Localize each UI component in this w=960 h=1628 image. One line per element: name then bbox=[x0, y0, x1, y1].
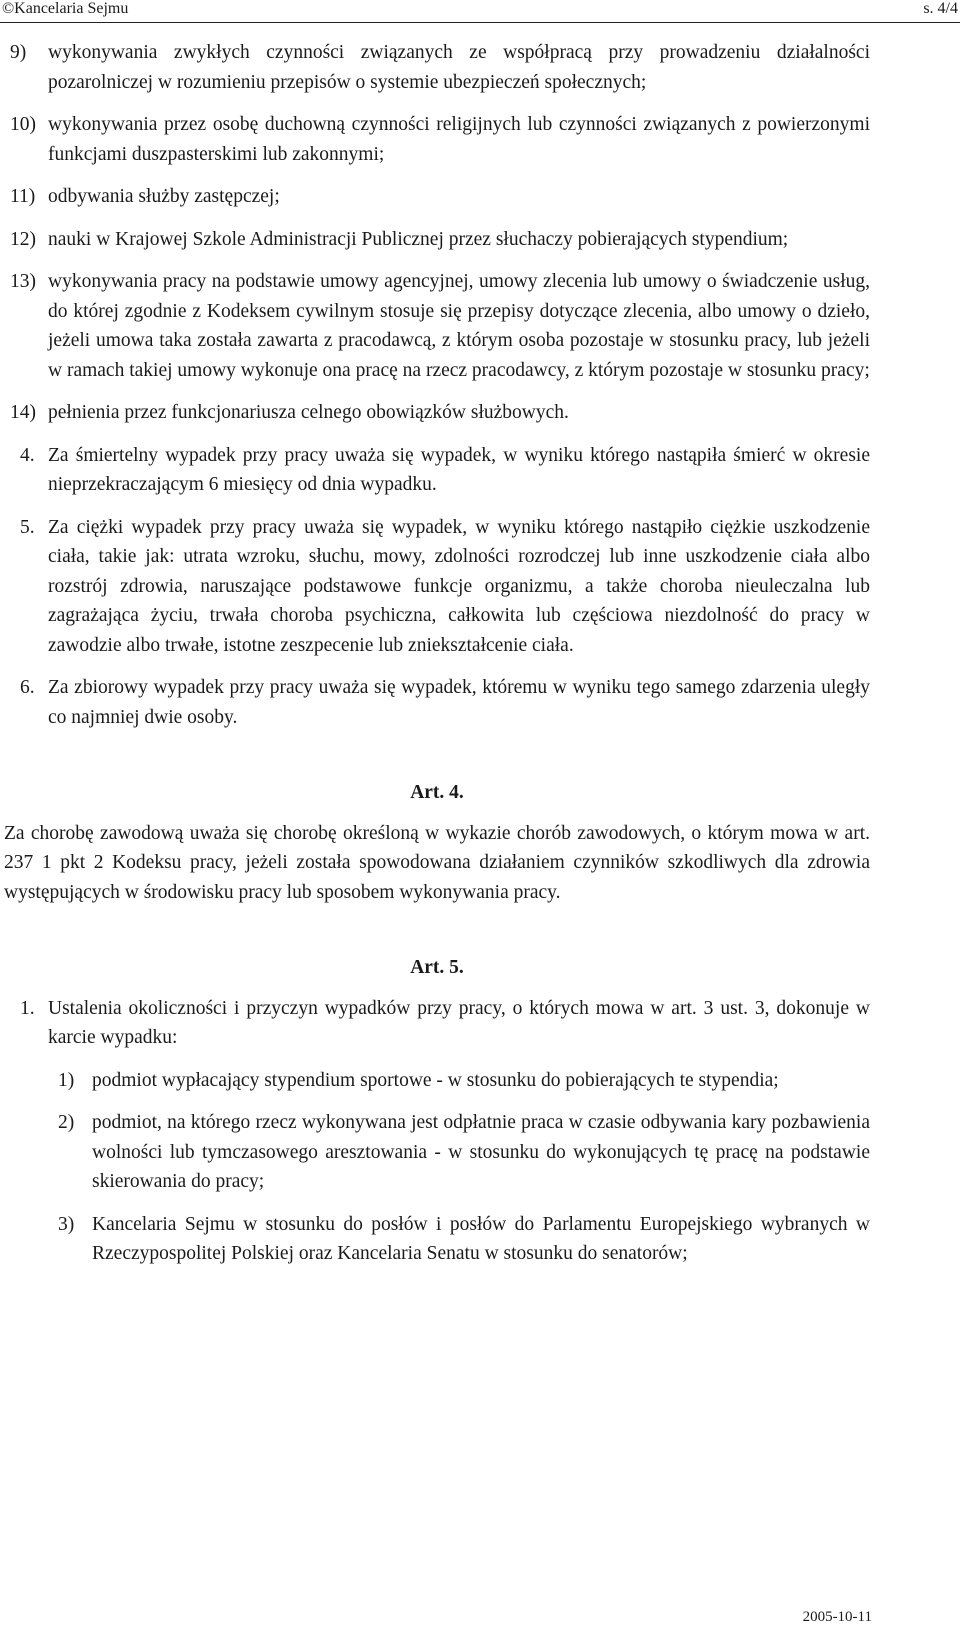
list-item-text: Kancelaria Sejmu w stosunku do posłów i posłów do Parlamentu Europejskiego wybranych w Rzeczypospolitej Polskiej oraz Kancelaria Senatu w stosunku do senatorów; bbox=[92, 1213, 870, 1264]
section-text: Ustalenia okoliczności i przyczyn wypadków przy pracy, o których mowa w art. 3 ust. 3, dokonuje w karcie wypadku: bbox=[48, 997, 870, 1048]
section-paragraph bbox=[4, 513, 870, 661]
list-item-text: wykonywania zwykłych czynności związanych ze współpracą przy prowadzeniu działalności pozarolniczej w rozumieniu przepisów o systemie ubezpieczeń społecznych; bbox=[48, 42, 870, 93]
section-number: 6. bbox=[20, 677, 35, 698]
section-paragraph bbox=[4, 994, 870, 1053]
list-item bbox=[4, 398, 870, 428]
page-header bbox=[0, 0, 960, 23]
document-body bbox=[4, 38, 870, 1282]
list-item-number: 11) bbox=[10, 186, 36, 207]
list-item-number: 1) bbox=[58, 1069, 75, 1091]
section-text: Za ciężki wypadek przy pracy uważa się wypadek, w wyniku którego nastąpiło ciężkie uszkodzenie ciała, takie jak: utrata wzroku, słuchu, mowy, zdolności rozrodczej lub inne uszkodzenie ciała albo rozstrój zdrowia, naruszające podstawowe funkcje organizmu, a także choroba nieuleczalna lub zagrażająca życiu, trwała choroba psychiczna, całkowita lub częściowa niezdolność do pracy w zawodzie albo trwałe, istotne zeszpecenie lub zniekształcenie ciała. bbox=[48, 516, 870, 656]
section-paragraph bbox=[4, 441, 870, 500]
footer-date: 2005-10-11 bbox=[802, 1609, 872, 1625]
list-item-number: 12) bbox=[10, 228, 36, 250]
article-5-title: Art. 5. bbox=[410, 957, 464, 978]
article-4-title: Art. 4. bbox=[410, 782, 464, 803]
list-item-text: odbywania służby zastępczej; bbox=[48, 186, 280, 207]
list-item-number: 3) bbox=[58, 1213, 75, 1235]
section-number: 4. bbox=[20, 444, 35, 466]
header-page-number: s. 4/4 bbox=[923, 0, 958, 17]
section-text: Za zbiorowy wypadek przy pracy uważa się wypadek, któremu w wyniku tego samego zdarzenia uległy co najmniej dwie osoby. bbox=[48, 677, 870, 728]
article-5-sublist bbox=[48, 1066, 870, 1269]
list-item-number: 2) bbox=[58, 1112, 75, 1133]
article-4-body: Za chorobę zawodową uważa się chorobę określoną w wykazie chorób zawodowych, o którym mowa w art. 237 1 pkt 2 Kodeksu pracy, jeżeli została spowodowana działaniem czynników szkodliwych dla zdrowia występujących w środowisku pracy lub sposobem wykonywania pracy. bbox=[4, 822, 870, 903]
list-item-number: 14) bbox=[10, 402, 36, 423]
section-text: Za śmiertelny wypadek przy pracy uważa się wypadek, w wyniku którego nastąpiła śmierć w okresie nieprzekraczającym 6 miesięcy od dnia wypadku. bbox=[48, 444, 870, 495]
list-item bbox=[4, 225, 870, 255]
list-item-number: 10) bbox=[10, 114, 36, 135]
list-item-text: podmiot, na którego rzecz wykonywana jest odpłatnie praca w czasie odbywania kary pozbawienia wolności lub tymczasowego aresztowania - w stosunku do wykonujących tę pracę na podstawie skierowania do pracy; bbox=[92, 1112, 870, 1192]
list-item-text: wykonywania przez osobę duchowną czynności religijnych lub czynności związanych z powierzonymi funkcjami duszpasterskimi lub zakonnymi; bbox=[48, 114, 870, 165]
list-item-number: 9) bbox=[10, 42, 27, 63]
list-item bbox=[48, 1108, 870, 1197]
section-paragraph bbox=[4, 673, 870, 732]
list-item bbox=[48, 1210, 870, 1269]
section-number: 1. bbox=[20, 997, 35, 1019]
list-item bbox=[4, 110, 870, 169]
list-item-text: podmiot wypłacający stypendium sportowe - w stosunku do pobierających te stypendia; bbox=[92, 1069, 779, 1091]
list-item-text: pełnienia przez funkcjonariusza celnego obowiązków służbowych. bbox=[48, 402, 569, 423]
list-item bbox=[4, 182, 870, 212]
list-item-text: nauki w Krajowej Szkole Administracji Publicznej przez słuchaczy pobierających stypendium; bbox=[48, 228, 789, 250]
list-item bbox=[4, 267, 870, 385]
list-item-text: wykonywania pracy na podstawie umowy agencyjnej, umowy zlecenia lub umowy o świadczenie usług, do której zgodnie z Kodeksem cywilnym stosuje się przepisy dotyczące zlecenia, albo umowy o dzieło, jeżeli umowa taka została zawarta z pracodawcą, z którym osoba pozostaje w stosunku pracy, lub jeżeli w ramach takiej umowy wykonuje ona pracę na rzecz pracodawcy, z którym pozostaje w stosunku pracy; bbox=[48, 271, 870, 381]
list-item bbox=[48, 1066, 870, 1096]
section-number: 5. bbox=[20, 516, 35, 538]
list-item-number: 13) bbox=[10, 271, 36, 292]
list-item bbox=[4, 38, 870, 97]
header-source: ©Kancelaria Sejmu bbox=[2, 0, 129, 17]
